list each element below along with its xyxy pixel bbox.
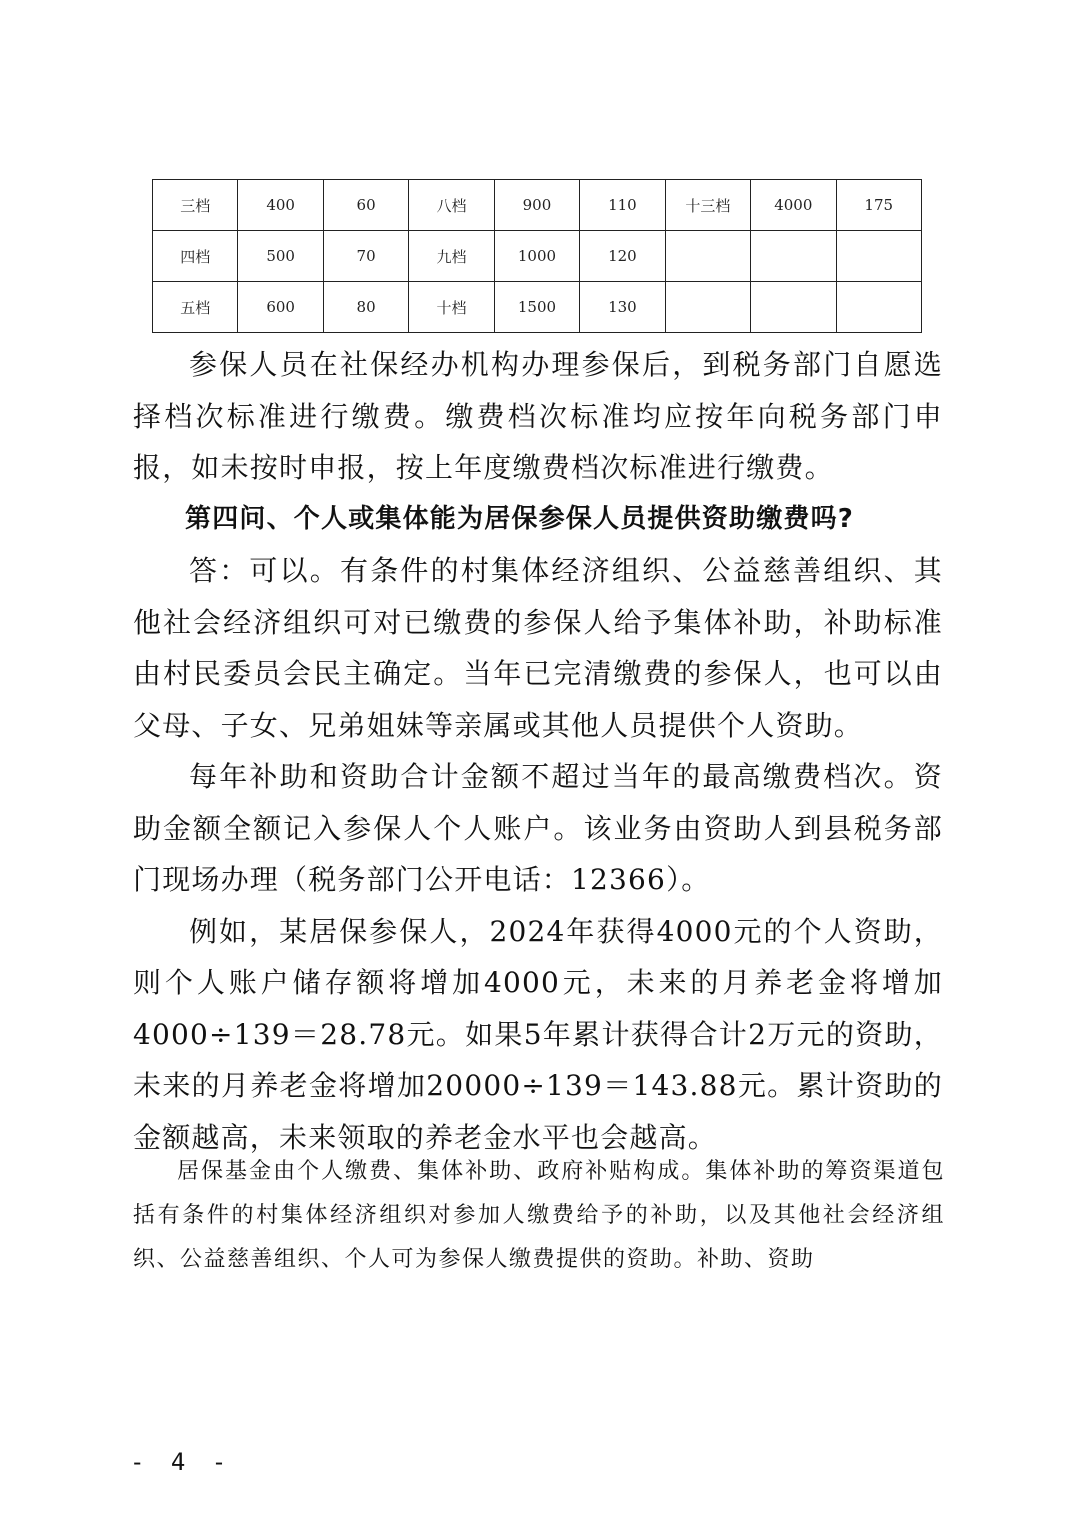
table-cell — [751, 231, 836, 282]
table-row — [153, 231, 922, 282]
table-cell: 1000 — [494, 231, 579, 282]
page-number: - 4 - — [130, 1448, 233, 1476]
table-cell: 1500 — [494, 282, 579, 333]
table-cell: 十档 — [409, 282, 494, 333]
paragraph-limit: 每年补助和资助合计金额不超过当年的最高缴费档次。资助金额全额记入参保人个人账户。该业务由资助人到县税务部门现场办理（税务部门公开电话：12366）。 — [133, 760, 943, 896]
table-cell: 五档 — [153, 282, 238, 333]
fee-grade-table — [152, 179, 922, 333]
table-cell: 4000 — [751, 180, 836, 231]
table-cell: 九档 — [409, 231, 494, 282]
table-cell: 三档 — [153, 180, 238, 231]
table-row — [153, 180, 922, 231]
table-cell: 400 — [238, 180, 323, 231]
body-text — [133, 339, 943, 1163]
table-cell: 130 — [580, 282, 665, 333]
table-cell: 900 — [494, 180, 579, 231]
table-cell — [751, 282, 836, 333]
table-cell: 八档 — [409, 180, 494, 231]
table-cell: 110 — [580, 180, 665, 231]
paragraph-enrollment: 参保人员在社保经办机构办理参保后，到税务部门自愿选择档次标准进行缴费。缴费档次标准均应按年向税务部门申报，如未按时申报，按上年度缴费档次标准进行缴费。 — [133, 348, 943, 484]
table-cell: 120 — [580, 231, 665, 282]
table-cell — [836, 231, 922, 282]
table-cell: 60 — [323, 180, 408, 231]
table-cell: 十三档 — [665, 180, 750, 231]
question-heading: 第四问、个人或集体能为居保参保人员提供资助缴费吗? — [185, 503, 855, 534]
table-cell — [836, 282, 922, 333]
table-row — [153, 282, 922, 333]
table-cell: 80 — [323, 282, 408, 333]
table-cell: 600 — [238, 282, 323, 333]
table-cell — [665, 282, 750, 333]
table-cell: 500 — [238, 231, 323, 282]
table-cell: 175 — [836, 180, 922, 231]
table-cell: 70 — [323, 231, 408, 282]
paragraph-example: 例如，某居保参保人，2024年获得4000元的个人资助，则个人账户储存额将增加4000元，未来的月养老金将增加4000÷139＝28.78元。如果5年累计获得合计2万元的资助，未来的月养老金将增加20000÷139＝143.88元。累计资助的金额越高，未来领取的养老金水平也会越高。 — [133, 914, 943, 1154]
table-cell — [665, 231, 750, 282]
table-cell: 四档 — [153, 231, 238, 282]
footnote-paragraph: 居保基金由个人缴费、集体补助、政府补贴构成。集体补助的筹资渠道包括有条件的村集体经济组织对参加人缴费给予的补助，以及其他社会经济组织、公益慈善组织、个人可为参保人缴费提供的资助。补助、资助 — [133, 1159, 945, 1272]
paragraph-answer: 答：可以。有条件的村集体经济组织、公益慈善组织、其他社会经济组织可对已缴费的参保人给予集体补助，补助标准由村民委员会民主确定。当年已完清缴费的参保人，也可以由父母、子女、兄弟姐妹等亲属或其他人员提供个人资助。 — [133, 554, 943, 742]
